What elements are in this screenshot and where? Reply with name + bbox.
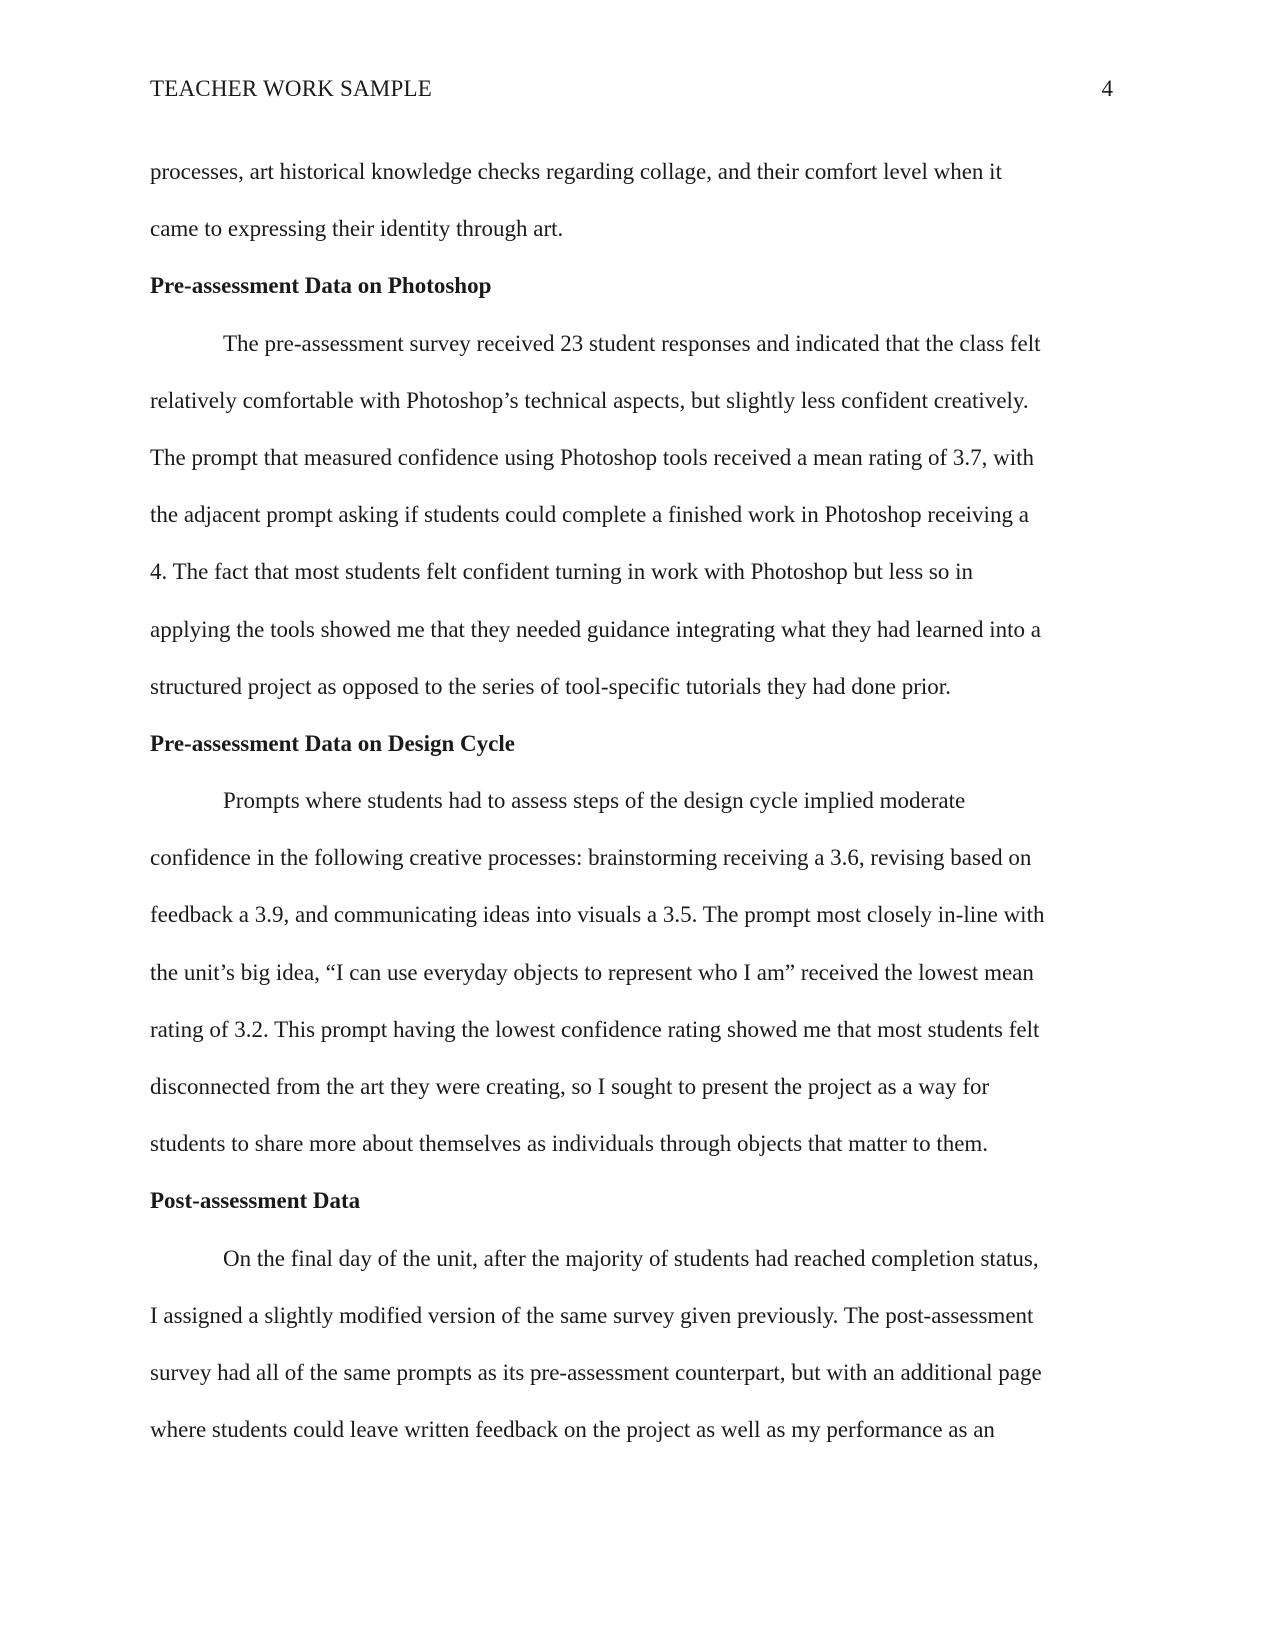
section-heading: Pre-assessment Data on Design Cycle <box>150 730 515 756</box>
text-line: On the final day of the unit, after the majority of students had reached completion status, <box>223 1245 1039 1271</box>
section-photoshop <box>150 257 1130 715</box>
document-body <box>150 143 1130 1458</box>
intro-paragraph <box>150 143 1130 257</box>
text-line: where students could leave written feedback on the project as well as my performance as an <box>150 1417 995 1443</box>
text-line: came to expressing their identity through art. <box>150 216 564 242</box>
text-line: 4. The fact that most students felt confident turning in work with Photoshop but less so in <box>150 559 974 585</box>
text-line: rating of 3.2. This prompt having the lowest confidence rating showed me that most students felt <box>150 1016 1040 1042</box>
text-line: The prompt that measured confidence using Photoshop tools received a mean rating of 3.7, with <box>150 444 1034 470</box>
text-line: confidence in the following creative processes: brainstorming receiving a 3.6, revising based on <box>150 845 1032 871</box>
section-design-cycle <box>150 715 1130 1173</box>
section-heading: Pre-assessment Data on Photoshop <box>150 273 492 299</box>
text-line: the unit’s big idea, “I can use everyday objects to represent who I am” received the lowest mean <box>150 959 1034 985</box>
text-line: I assigned a slightly modified version of the same survey given previously. The post-assessment <box>150 1302 1034 1328</box>
text-line: relatively comfortable with Photoshop’s technical aspects, but slightly less confident creatively. <box>150 387 1029 413</box>
text-line: processes, art historical knowledge checks regarding collage, and their comfort level when it <box>150 159 1002 184</box>
text-line: the adjacent prompt asking if students could complete a finished work in Photoshop receiving a <box>150 502 1029 528</box>
text-line: feedback a 3.9, and communicating ideas into visuals a 3.5. The prompt most closely in-line with <box>150 902 1045 928</box>
running-head: TEACHER WORK SAMPLE <box>150 76 432 101</box>
page-number: 4 <box>1101 76 1113 101</box>
text-line: The pre-assessment survey received 23 student responses and indicated that the class felt <box>223 330 1041 356</box>
section-post-assessment <box>150 1172 1130 1458</box>
section-heading: Post-assessment Data <box>150 1188 361 1214</box>
text-line: students to share more about themselves as individuals through objects that matter to them. <box>150 1131 989 1157</box>
text-line: applying the tools showed me that they needed guidance integrating what they had learned into a <box>150 616 1041 642</box>
text-line: structured project as opposed to the series of tool-specific tutorials they had done prior. <box>150 673 951 699</box>
text-line: Prompts where students had to assess steps of the design cycle implied moderate <box>223 788 966 814</box>
text-line: disconnected from the art they were creating, so I sought to present the project as a way for <box>150 1074 990 1099</box>
text-line: survey had all of the same prompts as its pre-assessment counterpart, but with an additional page <box>150 1359 1042 1385</box>
